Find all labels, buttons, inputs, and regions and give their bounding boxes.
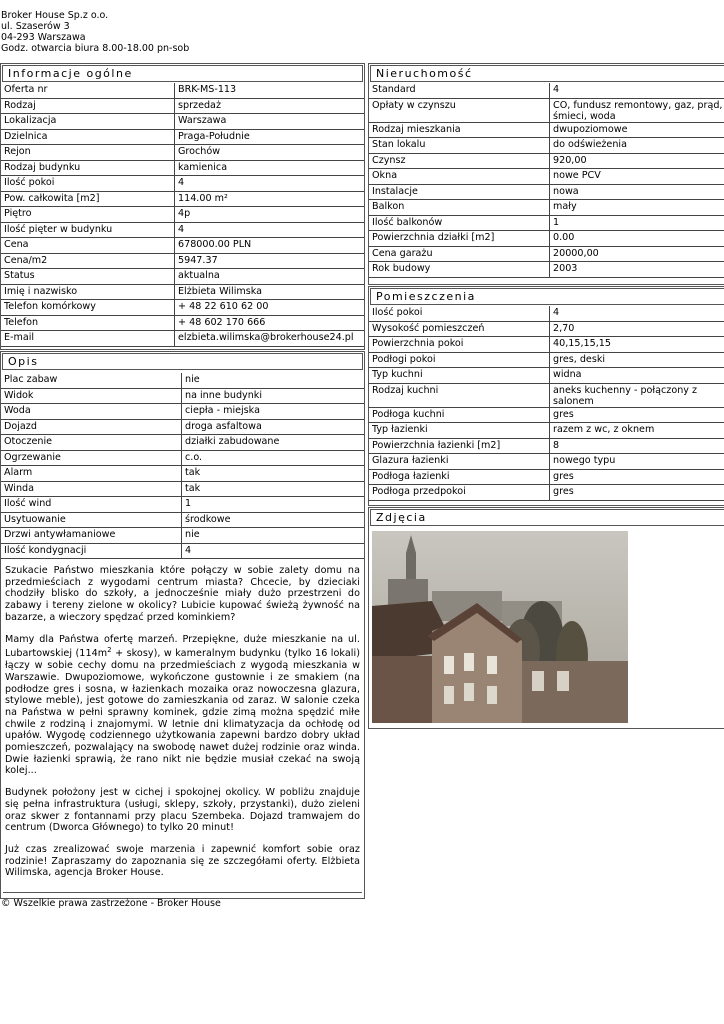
field-label: E-mail [1, 331, 175, 347]
field-value: Grochów [175, 145, 364, 161]
field-value: tak [182, 482, 364, 498]
field-value: aktualna [175, 269, 364, 285]
table-row [369, 353, 724, 369]
field-value: BRK-MS-113 [175, 83, 364, 99]
field-label: Ilość pokoi [1, 176, 175, 192]
table-row [1, 544, 364, 560]
field-value: gres [550, 485, 724, 501]
table-row [369, 154, 724, 170]
field-value: dwupoziomowe [550, 123, 724, 139]
field-value: nowe PCV [550, 169, 724, 185]
field-label: Drzwi antywłamaniowe [1, 528, 182, 544]
field-label: Standard [369, 83, 550, 99]
field-label: Telefon komórkowy [1, 300, 175, 316]
field-value: 1 [182, 497, 364, 513]
table-row [1, 145, 364, 161]
features-table [1, 373, 364, 559]
field-label: Cena garażu [369, 247, 550, 263]
field-value: c.o. [182, 451, 364, 467]
field-value: 4 [175, 223, 364, 239]
field-value: 920,00 [550, 154, 724, 170]
property-table [369, 83, 724, 278]
table-row [369, 99, 724, 123]
field-label: Typ kuchni [369, 368, 550, 384]
field-label: Podłoga przedpokoi [369, 485, 550, 501]
field-value: 678000.00 PLN [175, 238, 364, 254]
table-row [1, 285, 364, 301]
table-row [1, 269, 364, 285]
agency-header [1, 10, 189, 54]
field-value: gres [550, 408, 724, 424]
field-value: + 48 602 170 666 [175, 316, 364, 332]
field-label: Podłogi pokoi [369, 353, 550, 369]
table-row [1, 207, 364, 223]
table-row [369, 185, 724, 201]
field-value: nowego typu [550, 454, 724, 470]
table-row [369, 306, 724, 322]
table-row [1, 373, 364, 389]
field-label: Ilość wind [1, 497, 182, 513]
field-value: ciepła - miejska [182, 404, 364, 420]
field-label: Czynsz [369, 154, 550, 170]
rooms-title: Pomieszczenia [370, 288, 724, 305]
table-row [369, 123, 724, 139]
field-label: Typ łazienki [369, 423, 550, 439]
field-label: Woda [1, 404, 182, 420]
field-label: Otoczenie [1, 435, 182, 451]
field-label: Winda [1, 482, 182, 498]
field-label: Imię i nazwisko [1, 285, 175, 301]
field-value: działki zabudowane [182, 435, 364, 451]
field-label: Ilość balkonów [369, 216, 550, 232]
table-row [369, 408, 724, 424]
field-label: Powierzchnia łazienki [m2] [369, 439, 550, 455]
table-row [369, 231, 724, 247]
rooms-section [368, 286, 724, 506]
field-value: elzbieta.wilimska@brokerhouse24.pl [175, 331, 364, 347]
table-row [1, 99, 364, 115]
table-row [1, 316, 364, 332]
description-paragraph: Szukacie Państwo mieszkania które połączy w sobie zalety domu na przedmieściach z wygodami centrum miasta? Chcecie, by dzieciaki chodziły blisko do szkoły, a jednocześnie miały dużo przestrzeni do zabawy i tereny zielone w okolicy? Lubicie kupować świeżą żywność na bazarze, a wieczory spędzać przed kominkiem? [5, 565, 360, 623]
field-label: Powierzchnia działki [m2] [369, 231, 550, 247]
field-label: Usytuowanie [1, 513, 182, 529]
city-view-image [372, 531, 628, 723]
description-paragraph: Mamy dla Państwa ofertę marzeń. Przepiękne, duże mieszkanie na ul. Lubartowskiej ($114m^2$ + skosy), w kameralnym budynku (tylko 16 lokali) łączy w sobie cechy domu na przedmieściach z wygodą mieszkania w Warszawie. Dwupoziomowe, wykończone gustownie i ze smakiem (na podłodze gres i sosna, w łazienkach mozaika oraz nowoczesna glazura, stylowe meble), jest gotowe do zamieszkania od zaraz. W salonie czeka na Państwa w pełni sprawny kominek, gdzie zimą można spędzić miłe chwile z rodziną i znajomymi. W letnie dni klimatyzacja da ochłodę od upałów. Wygodę codziennego użytkowania zapewni bardzo dobry układ pomieszczeń, pozwalający na swobodę nawet dużej rodzinie oraz winda. Dwie łazienki sprawią, że rano nikt nie będzie musiał czekać na swoją kolej... [5, 633, 360, 777]
field-label: Plac zabaw [1, 373, 182, 389]
field-label: Glazura łazienki [369, 454, 550, 470]
table-row [1, 435, 364, 451]
field-label: Oferta nr [1, 83, 175, 99]
table-row [369, 262, 724, 278]
field-label: Pow. całkowita [m2] [1, 192, 175, 208]
field-value: + 48 22 610 62 00 [175, 300, 364, 316]
table-row [369, 423, 724, 439]
field-label: Ilość pokoi [369, 306, 550, 322]
field-value: aneks kuchenny - połączony z salonem [550, 384, 724, 408]
field-value: nie [182, 528, 364, 544]
table-row [369, 169, 724, 185]
description-divider [3, 892, 362, 893]
copyright-footer: © Wszelkie prawa zastrzeżone - Broker House [1, 898, 221, 909]
field-label: Stan lokalu [369, 138, 550, 154]
field-value: środkowe [182, 513, 364, 529]
table-row [369, 322, 724, 338]
table-row [1, 513, 364, 529]
table-row [1, 114, 364, 130]
field-label: Dzielnica [1, 130, 175, 146]
field-value: 114.00 m² [175, 192, 364, 208]
field-value: sprzedaż [175, 99, 364, 115]
table-row [369, 138, 724, 154]
general-info-table [1, 83, 364, 347]
field-label: Alarm [1, 466, 182, 482]
table-row [1, 254, 364, 270]
table-row [369, 216, 724, 232]
property-title: Nieruchomość [370, 65, 724, 82]
field-value: 40,15,15,15 [550, 337, 724, 353]
field-value: 4p [175, 207, 364, 223]
field-value: 4 [550, 306, 724, 322]
field-label: Lokalizacja [1, 114, 175, 130]
field-label: Rejon [1, 145, 175, 161]
field-label: Cena/m2 [1, 254, 175, 270]
table-row [369, 439, 724, 455]
table-row [1, 451, 364, 467]
general-info-title: Informacje ogólne [2, 65, 363, 82]
field-label: Dojazd [1, 420, 182, 436]
table-row [369, 485, 724, 501]
field-label: Rodzaj mieszkania [369, 123, 550, 139]
field-value: Elżbieta Wilimska [175, 285, 364, 301]
field-label: Cena [1, 238, 175, 254]
field-label: Rok budowy [369, 262, 550, 278]
rooms-table [369, 306, 724, 501]
field-value: 1 [550, 216, 724, 232]
field-value: 2,70 [550, 322, 724, 338]
field-value: tak [182, 466, 364, 482]
table-row [1, 466, 364, 482]
table-row [369, 337, 724, 353]
table-row [369, 368, 724, 384]
field-value: 2003 [550, 262, 724, 278]
field-label: Status [1, 269, 175, 285]
field-label: Instalacje [369, 185, 550, 201]
table-row [369, 83, 724, 99]
field-value: Warszawa [175, 114, 364, 130]
description-text [1, 559, 364, 879]
field-label: Podłoga łazienki [369, 470, 550, 486]
field-label: Widok [1, 389, 182, 405]
field-label: Ogrzewanie [1, 451, 182, 467]
table-row [1, 223, 364, 239]
field-label: Okna [369, 169, 550, 185]
property-photo[interactable] [372, 531, 628, 723]
agency-city: 04-293 Warszawa [1, 32, 86, 43]
agency-street: ul. Szaserów 3 [1, 21, 70, 32]
field-label: Rodzaj kuchni [369, 384, 550, 408]
table-row [1, 192, 364, 208]
field-value: Praga-Południe [175, 130, 364, 146]
table-row [369, 200, 724, 216]
field-value: razem z wc, z oknem [550, 423, 724, 439]
table-row [369, 247, 724, 263]
field-label: Powierzchnia pokoi [369, 337, 550, 353]
field-label: Podłoga kuchni [369, 408, 550, 424]
field-value: na inne budynki [182, 389, 364, 405]
field-value: 8 [550, 439, 724, 455]
field-label: Telefon [1, 316, 175, 332]
table-row [1, 528, 364, 544]
field-value: 20000,00 [550, 247, 724, 263]
table-row [1, 404, 364, 420]
field-value: nie [182, 373, 364, 389]
table-row [369, 384, 724, 408]
table-row [1, 420, 364, 436]
field-value: droga asfaltowa [182, 420, 364, 436]
table-row [1, 331, 364, 347]
field-value: nowa [550, 185, 724, 201]
field-label: Piętro [1, 207, 175, 223]
table-row [1, 389, 364, 405]
table-row [1, 482, 364, 498]
table-row [1, 130, 364, 146]
agency-name: Broker House Sp.z o.o. [1, 10, 109, 21]
field-value: widna [550, 368, 724, 384]
field-label: Wysokość pomieszczeń [369, 322, 550, 338]
table-row [1, 176, 364, 192]
field-value: 0.00 [550, 231, 724, 247]
field-value: gres [550, 470, 724, 486]
description-paragraph: Budynek położony jest w cichej i spokojnej okolicy. W pobliżu znajduje się pełna infrastruktura (usługi, sklepy, szkoły, przystanki), dużo zieleni oraz skwer z fontannami przy placu Szembeka. Dojazd tramwajem do centrum (Dworca Głównego) to tylko 20 minut! [5, 787, 360, 834]
field-value: 4 [550, 83, 724, 99]
field-label: Rodzaj budynku [1, 161, 175, 177]
field-label: Rodzaj [1, 99, 175, 115]
description-section [0, 351, 365, 899]
table-row [369, 454, 724, 470]
table-row [1, 238, 364, 254]
field-label: Ilość pięter w budynku [1, 223, 175, 239]
table-row [1, 497, 364, 513]
field-value: 4 [182, 544, 364, 560]
field-value: CO, fundusz remontowy, gaz, prąd, śmieci, woda [550, 99, 724, 123]
field-value: 4 [175, 176, 364, 192]
table-row [369, 470, 724, 486]
field-value: gres, deski [550, 353, 724, 369]
photos-title: Zdjęcia [370, 509, 724, 526]
field-value: 5947.37 [175, 254, 364, 270]
table-row [1, 83, 364, 99]
field-label: Ilość kondygnacji [1, 544, 182, 560]
description-paragraph: Już czas zrealizować swoje marzenia i zapewnić komfort sobie oraz rodzinie! Zapraszamy do zapoznania się ze szczegółami oferty. Elżbieta Wilimska, agencja Broker House. [5, 843, 360, 879]
field-label: Opłaty w czynszu [369, 99, 550, 123]
table-row [1, 161, 364, 177]
field-value: kamienica [175, 161, 364, 177]
agency-hours: Godz. otwarcia biura 8.00-18.00 pn-sob [1, 43, 190, 54]
property-section [368, 63, 724, 285]
field-value: mały [550, 200, 724, 216]
field-value: do odświeżenia [550, 138, 724, 154]
description-title: Opis [2, 353, 363, 370]
table-row [1, 300, 364, 316]
general-info-section [0, 63, 365, 350]
field-label: Balkon [369, 200, 550, 216]
